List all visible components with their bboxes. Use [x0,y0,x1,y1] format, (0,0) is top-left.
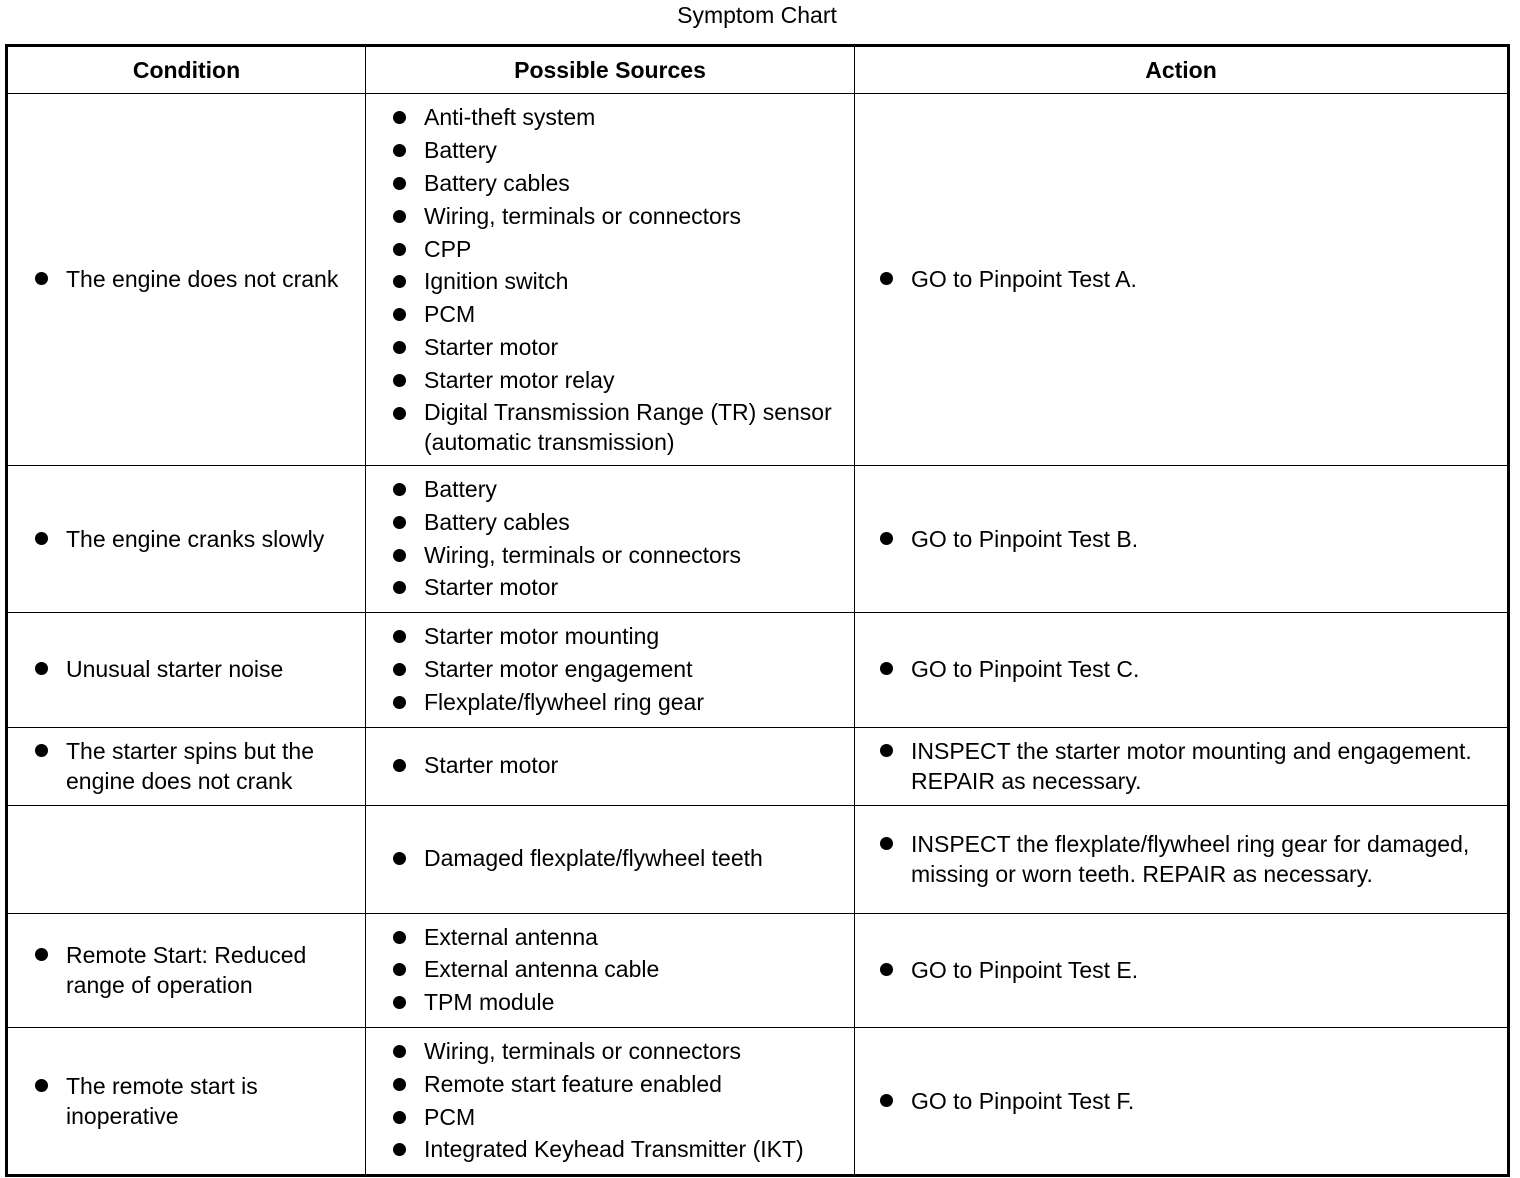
bullet-icon [393,1078,406,1091]
source-item [393,506,848,539]
action-cell [855,94,1509,466]
action-item [880,524,1487,554]
source-item [393,686,848,719]
header-action: Action [855,46,1509,94]
source-item [393,200,848,233]
bullet-icon [880,662,893,675]
bullet-icon [393,696,406,709]
table-row [7,727,1509,805]
bullet-icon [393,963,406,976]
source-text: PCM [424,301,476,328]
bullet-icon [393,483,406,496]
action-text: GO to Pinpoint Test B. [911,525,1139,552]
table-row [7,805,1509,913]
source-item [393,397,848,457]
action-cell [855,466,1509,613]
source-item [393,539,848,572]
source-text: Wiring, terminals or connectors [424,202,741,229]
source-text: Battery cables [424,508,570,535]
source-text: Starter motor [424,752,559,779]
action-cell [855,613,1509,727]
source-item [393,986,848,1019]
source-item [393,364,848,397]
condition-cell [7,94,366,466]
bullet-icon [880,837,893,850]
bullet-icon [393,663,406,676]
source-item [393,921,848,954]
action-cell [855,727,1509,805]
bullet-icon [393,407,406,420]
source-text: Wiring, terminals or connectors [424,541,741,568]
source-text: Starter motor relay [424,366,615,393]
bullet-icon [35,1079,48,1092]
action-text: GO to Pinpoint Test C. [911,656,1140,683]
source-item [393,167,848,200]
source-item [393,749,848,782]
condition-text: Unusual starter noise [66,656,284,683]
action-item [880,829,1487,889]
symptom-table [5,44,1510,1177]
source-item [393,571,848,604]
action-text: GO to Pinpoint Test F. [911,1087,1135,1114]
action-text: INSPECT the starter motor mounting and engagement. REPAIR as necessary. [911,737,1472,794]
source-item [393,842,848,875]
bullet-icon [393,1143,406,1156]
bullet-icon [393,1045,406,1058]
bullet-icon [393,144,406,157]
source-text: Damaged flexplate/flywheel teeth [424,845,763,872]
bullet-icon [393,374,406,387]
bullet-icon [393,210,406,223]
source-text: Starter motor mounting [424,623,660,650]
bullet-icon [393,630,406,643]
bullet-icon [393,275,406,288]
condition-cell [7,727,366,805]
source-item [393,473,848,506]
sources-cell [366,613,855,727]
source-item [393,953,848,986]
bullet-icon [393,177,406,190]
source-text: Battery cables [424,170,570,196]
bullet-icon [393,996,406,1009]
bullet-icon [393,341,406,354]
source-text: Wiring, terminals or connectors [424,1037,741,1064]
condition-text: The starter spins but the engine does not crank [66,737,315,794]
bullet-icon [393,308,406,321]
bullet-icon [393,759,406,772]
action-item [880,264,1487,294]
action-cell [855,913,1509,1027]
sources-cell [366,805,855,913]
condition-item [35,524,355,554]
source-text: PCM [424,1103,476,1130]
source-text: External antenna cable [424,956,660,983]
source-item [393,1068,848,1101]
bullet-icon [393,243,406,256]
header-row [7,46,1509,94]
bullet-icon [880,532,893,545]
condition-text: The remote start is inoperative [66,1072,258,1129]
source-text: External antenna [424,923,598,950]
action-text: GO to Pinpoint Test E. [911,956,1139,983]
action-item [880,654,1487,684]
source-text: Starter motor [424,574,559,601]
sources-cell [366,727,855,805]
source-item [393,134,848,167]
header-possible-sources: Possible Sources [366,46,855,94]
table-row [7,613,1509,727]
sources-cell [366,466,855,613]
condition-item [35,940,355,1000]
source-text: Battery [424,137,497,164]
source-text: Remote start feature enabled [424,1070,722,1097]
sources-cell [366,94,855,466]
source-text: Integrated Keyhead Transmitter (IKT) [424,1136,804,1163]
bullet-icon [393,581,406,594]
bullet-icon [880,1094,893,1107]
condition-text: Remote Start: Reduced range of operation [66,941,307,998]
condition-cell [7,805,366,913]
source-text: Battery [424,476,497,502]
source-item [393,1035,848,1068]
table-row [7,466,1509,613]
bullet-icon [393,931,406,944]
table-row [7,1027,1509,1175]
condition-item [35,654,355,684]
condition-cell [7,1027,366,1175]
bullet-icon [35,662,48,675]
bullet-icon [393,111,406,124]
bullet-icon [393,549,406,562]
source-item [393,331,848,364]
condition-text: The engine does not crank [66,266,339,292]
condition-item [35,736,355,796]
source-item [393,1101,848,1134]
action-item [880,736,1487,796]
sources-cell [366,913,855,1027]
source-item [393,653,848,686]
bullet-icon [35,532,48,545]
condition-text: The engine cranks slowly [66,525,325,552]
source-item [393,233,848,266]
source-text: CPP [424,235,472,262]
header-condition: Condition [7,46,366,94]
source-text: Ignition switch [424,268,569,295]
source-text: Digital Transmission Range (TR) sensor (automatic transmission) [424,398,832,455]
action-cell [855,805,1509,913]
source-item [393,265,848,298]
condition-cell [7,466,366,613]
chart-title: Symptom Chart [677,2,837,28]
condition-cell [7,913,366,1027]
bullet-icon [35,744,48,757]
condition-item [35,264,355,294]
source-item [393,620,848,653]
source-text: Anti-theft system [424,104,596,131]
bullet-icon [35,272,48,285]
source-text: Flexplate/flywheel ring gear [424,688,704,715]
bullet-icon [880,963,893,976]
source-text: Starter motor [424,333,559,360]
action-item [880,955,1487,985]
bullet-icon [393,1111,406,1124]
bullet-icon [880,272,893,285]
sources-cell [366,1027,855,1175]
table-row [7,913,1509,1027]
action-text: INSPECT the flexplate/flywheel ring gear for damaged, missing or worn teeth. REPAIR as necessary. [911,830,1470,887]
bullet-icon [393,852,406,865]
source-item [393,298,848,331]
condition-cell [7,613,366,727]
action-text: GO to Pinpoint Test A. [911,266,1137,292]
source-item [393,101,848,134]
table-row [7,94,1509,466]
source-text: Starter motor engagement [424,655,693,682]
action-cell [855,1027,1509,1175]
source-item [393,1133,848,1166]
action-item [880,1086,1487,1116]
bullet-icon [35,948,48,961]
condition-item [35,1071,355,1131]
source-text: TPM module [424,989,555,1016]
bullet-icon [880,744,893,757]
bullet-icon [393,516,406,529]
